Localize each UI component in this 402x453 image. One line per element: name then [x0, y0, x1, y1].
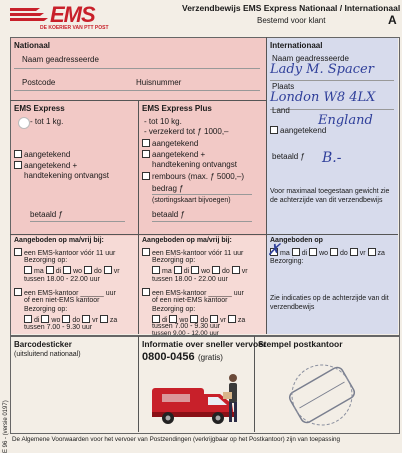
nationaal-header: Nationaal [14, 41, 51, 50]
left-days[interactable]: ma di wo do vr [24, 266, 120, 277]
express-aangetekend-plus[interactable]: aangetekend + [14, 161, 77, 171]
express-header: EMS Express [14, 104, 65, 113]
left-opt1[interactable]: een EMS-kantoor vóór 11 uur [14, 248, 115, 259]
courier-person-icon [222, 372, 244, 427]
int-indicaties: Zie indicaties op de achterzijde van dit verzendbewijs [270, 295, 389, 311]
mid-opt1[interactable]: een EMS-kantoor vóór 11 uur [142, 248, 243, 259]
express-plus-aangetekend[interactable]: aangetekend [142, 139, 198, 149]
express-handtekening: handtekening ontvangst [24, 171, 109, 180]
int-place-field[interactable]: Plaats [272, 82, 295, 91]
ems-logo [10, 2, 130, 32]
express-aangetekend[interactable]: aangetekend [14, 150, 70, 160]
stempel-title: Stempel postkantoor [258, 339, 343, 349]
nationaal-postcode-field[interactable]: Postcode [22, 78, 56, 87]
mid-time2b: tussen 9.00 - 12.00 uur [152, 330, 219, 337]
left-bezorging2: Bezorging op: [24, 306, 68, 313]
left-opt2[interactable]: een EMS-kantoor ______ uur [14, 288, 116, 299]
side-code: E 96 - (versie 0197) [3, 400, 9, 453]
left-days2[interactable]: di wo do vr za [24, 315, 117, 326]
info-gratis: (gratis) [198, 353, 223, 362]
mid-days[interactable]: ma di wo do vr [152, 266, 248, 277]
mid-opt2b: of een niet-EMS kantoor [152, 297, 228, 304]
int-note: Voor maximaal toegestaan gewicht zie de achterzijde van dit verzendbewijs [270, 188, 390, 204]
int-betaald-field[interactable]: betaald ƒ [272, 152, 305, 161]
left-time1: tussen 18.00 - 22.00 uur [24, 276, 100, 283]
left-time2: tussen 7.00 - 9.30 uur [24, 324, 93, 331]
handwritten-betaald: B.- [322, 150, 342, 166]
int-country-field[interactable]: Land [272, 106, 290, 115]
handwritten-name: Lady M. Spacer [270, 62, 374, 77]
ems-stripes-icon [10, 6, 50, 22]
mid-time2a: tussen 7.00 - 9.30 uur [152, 323, 221, 330]
info-phone: 0800-0456 [142, 351, 195, 363]
express-weight: - tot 1 kg. [30, 117, 64, 126]
handwritten-place: London W8 4LX [270, 90, 376, 105]
express-plus-betaald-field[interactable]: betaald ƒ [152, 210, 185, 219]
nationaal-name-field[interactable]: Naam geadresseerde [22, 55, 99, 64]
mid-days2[interactable]: di wo do vr za [152, 315, 245, 326]
left-opt2b: of een niet-EMS kantoor [24, 297, 100, 304]
int-aangeboden-header: Aangeboden op [270, 237, 323, 244]
copy-letter: A [388, 13, 397, 27]
ems-tagline: DE KOERIER VAN PTT POST [40, 25, 109, 31]
ems-logo-text: EMS [50, 2, 95, 27]
info-title: Informatie over sneller vervoer [142, 339, 267, 349]
footer-text: De Algemene Voorwaarden voor het vervoer van Postzendingen (verkrijgbaar op het Postkantoor) zijn van toepassing [12, 436, 340, 443]
handwritten-country: England [318, 113, 373, 128]
barcode-title: Barcodesticker [14, 340, 72, 349]
express-plus-weight: - tot 10 kg. [144, 117, 182, 126]
express-betaald-field[interactable]: betaald ƒ [30, 210, 63, 219]
int-aangetekend[interactable]: aangetekend [270, 126, 326, 136]
barcode-sub: (uitsluitend nationaal) [14, 351, 81, 358]
mid-bezorging2: Bezorging op: [152, 306, 196, 313]
postmark-stamp-icon [282, 360, 362, 430]
int-bezorging: Bezorging: [270, 258, 304, 265]
express-plus-handtekening: handtekening ontvangst [152, 160, 237, 169]
mid-bezorging: Bezorging op: [152, 257, 196, 264]
left-bezorging: Bezorging op: [24, 257, 68, 264]
handwritten-check-mark: ✗ [267, 240, 281, 259]
express-plus-aangetekend-plus[interactable]: aangetekend + [142, 150, 205, 160]
int-name-field[interactable]: Naam geadresseerde [272, 54, 349, 63]
copy-for: Bestemd voor klant [257, 16, 326, 25]
mid-time1: tussen 18.00 - 22.00 uur [152, 276, 228, 283]
int-days[interactable]: ma di wo do vr za [270, 248, 385, 259]
express-plus-verzekerd: - verzekerd tot ƒ 1000,– [144, 127, 229, 136]
internationaal-header: Internationaal [270, 41, 323, 50]
left-aangeboden-header: Aangeboden op ma/vrij bij: [14, 237, 104, 244]
express-plus-bedrag-field[interactable]: bedrag ƒ [152, 184, 184, 193]
express-plus-rembours[interactable]: rembours (max. ƒ 5000,–) [142, 172, 244, 182]
express-plus-header: EMS Express Plus [142, 104, 212, 113]
punch-hole [18, 117, 30, 129]
express-plus-storting: (stortingskaart bijvoegen) [152, 197, 231, 204]
mid-aangeboden-header: Aangeboden op ma/vrij bij: [142, 237, 232, 244]
nationaal-house-field[interactable]: Huisnummer [136, 78, 182, 87]
mid-opt2[interactable]: een EMS-kantoor ______ uur [142, 288, 244, 299]
form-title: Verzendbewijs EMS Express Nationaal / Internationaal [182, 3, 401, 13]
